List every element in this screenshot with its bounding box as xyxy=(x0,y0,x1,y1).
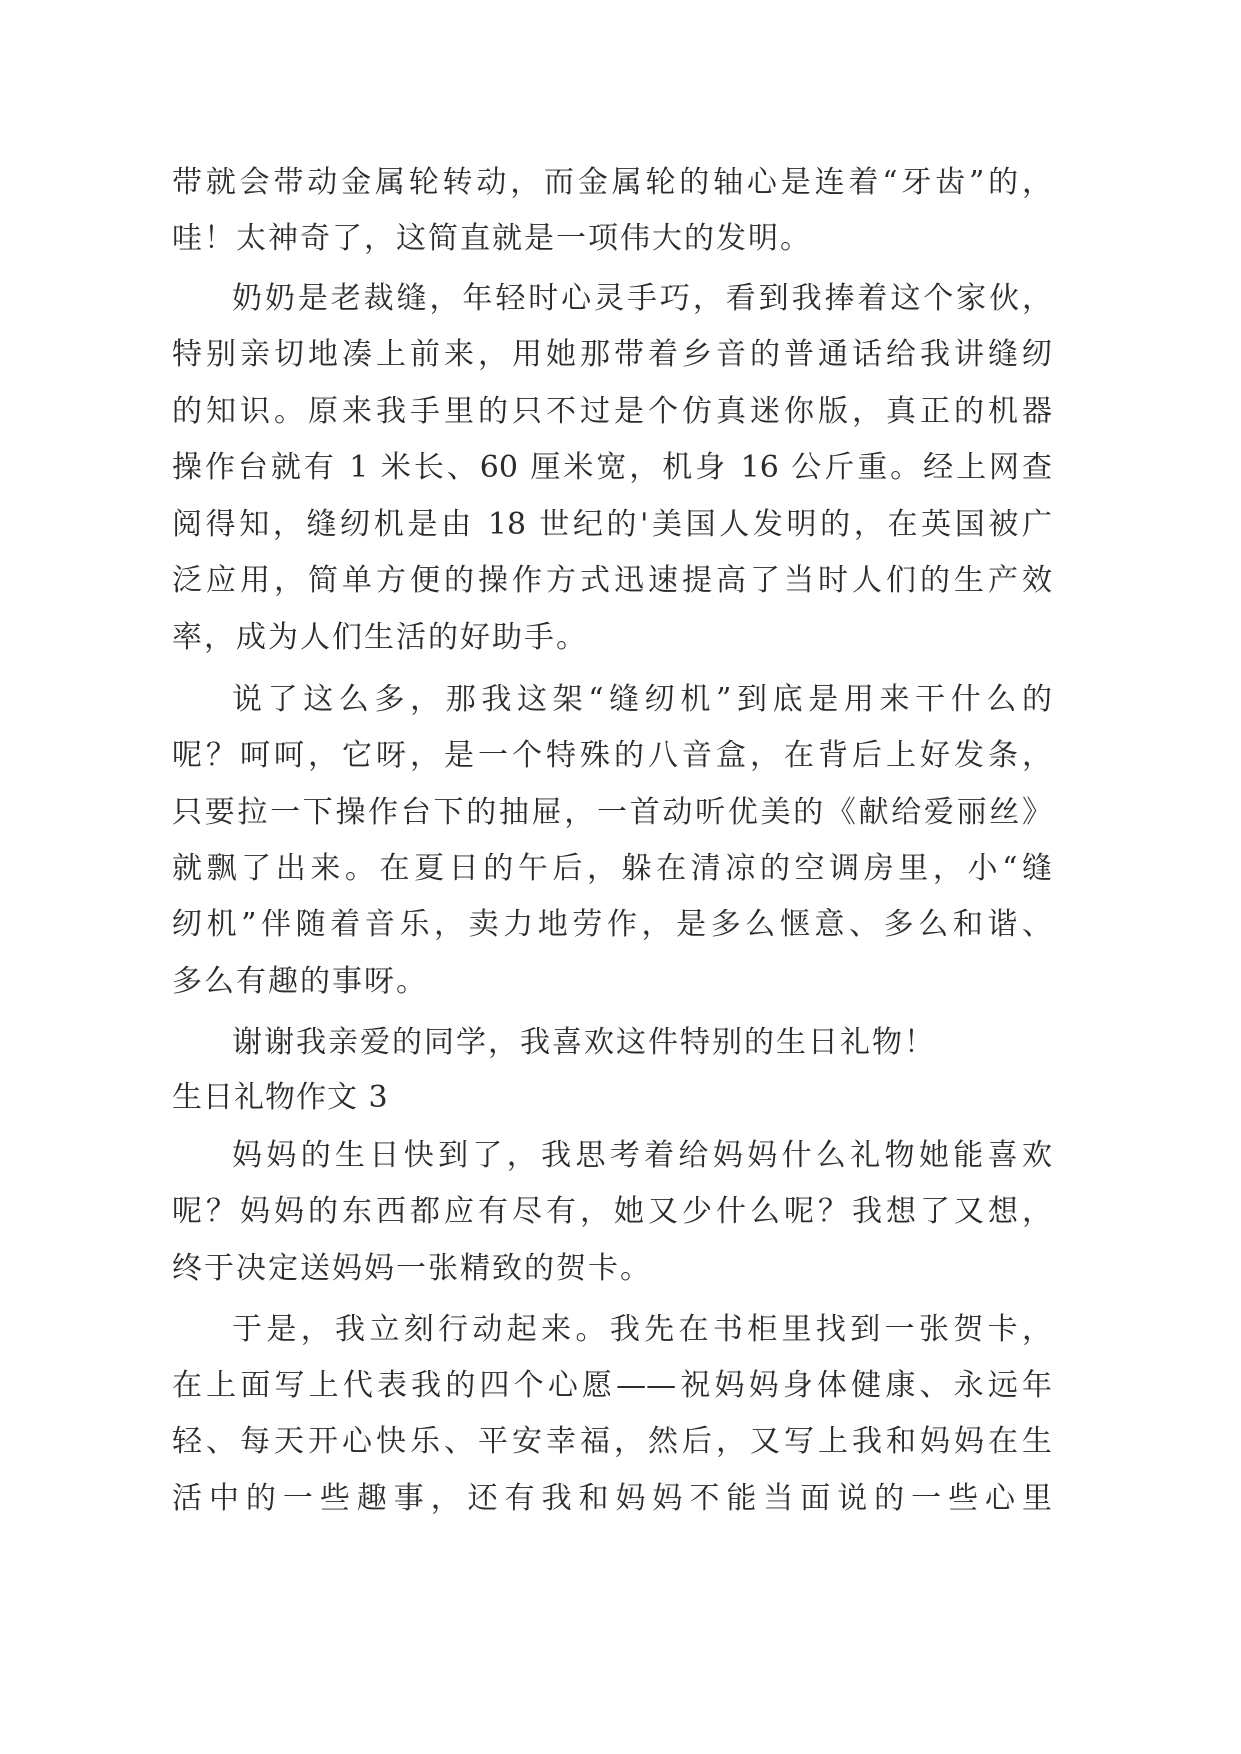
paragraph-line: 特别亲切地凑上前来，用她那带着乡音的普通话给我讲缝纫 xyxy=(172,337,1052,372)
paragraph-line: 阅得知，缝纫机是由 18 世纪的'美国人发明的，在英国被广 xyxy=(172,507,1052,542)
paragraph-line: 妈妈的生日快到了，我思考着给妈妈什么礼物她能喜欢 xyxy=(232,1138,1052,1173)
paragraph-line: 轻、每天开心快乐、平安幸福，然后，又写上我和妈妈在生 xyxy=(172,1424,1052,1459)
paragraph-line: 呢？妈妈的东西都应有尽有，她又少什么呢？我想了又想， xyxy=(172,1194,1052,1229)
paragraph-line: 纫机”伴随着音乐，卖力地劳作，是多么惬意、多么和谐、 xyxy=(172,907,1052,942)
paragraph-line: 率，成为人们生活的好助手。 xyxy=(172,620,588,655)
paragraph-line: 多么有趣的事呀。 xyxy=(172,964,428,999)
section-heading: 生日礼物作文 3 xyxy=(172,1080,389,1115)
paragraph-line: 带就会带动金属轮转动，而金属轮的轴心是连着“牙齿”的， xyxy=(172,165,1052,200)
paragraph-line: 只要拉一下操作台下的抽屉，一首动听优美的《献给爱丽丝》 xyxy=(172,795,1052,830)
paragraph-line: 泛应用，简单方便的操作方式迅速提高了当时人们的生产效 xyxy=(172,563,1052,598)
paragraph-line: 于是，我立刻行动起来。我先在书柜里找到一张贺卡， xyxy=(232,1312,1052,1347)
paragraph-line: 终于决定送妈妈一张精致的贺卡。 xyxy=(172,1251,652,1286)
paragraph-line: 谢谢我亲爱的同学，我喜欢这件特别的生日礼物！ xyxy=(232,1025,936,1060)
paragraph-line: 活中的一些趣事，还有我和妈妈不能当面说的一些心里 xyxy=(172,1481,1052,1516)
paragraph-line: 就飘了出来。在夏日的午后，躲在清凉的空调房里，小“缝 xyxy=(172,851,1052,886)
paragraph-line: 的知识。原来我手里的只不过是个仿真迷你版，真正的机器 xyxy=(172,394,1052,429)
paragraph-line: 奶奶是老裁缝，年轻时心灵手巧，看到我捧着这个家伙， xyxy=(232,281,1052,316)
paragraph-line: 操作台就有 1 米长、60 厘米宽，机身 16 公斤重。经上网查 xyxy=(172,450,1052,485)
paragraph-line: 哇！太神奇了，这简直就是一项伟大的发明。 xyxy=(172,221,812,256)
paragraph-line: 在上面写上代表我的四个心愿——祝妈妈身体健康、永远年 xyxy=(172,1368,1052,1403)
paragraph-line: 说了这么多，那我这架“缝纫机”到底是用来干什么的 xyxy=(232,682,1052,717)
paragraph-line: 呢？呵呵，它呀，是一个特殊的八音盒，在背后上好发条， xyxy=(172,738,1052,773)
